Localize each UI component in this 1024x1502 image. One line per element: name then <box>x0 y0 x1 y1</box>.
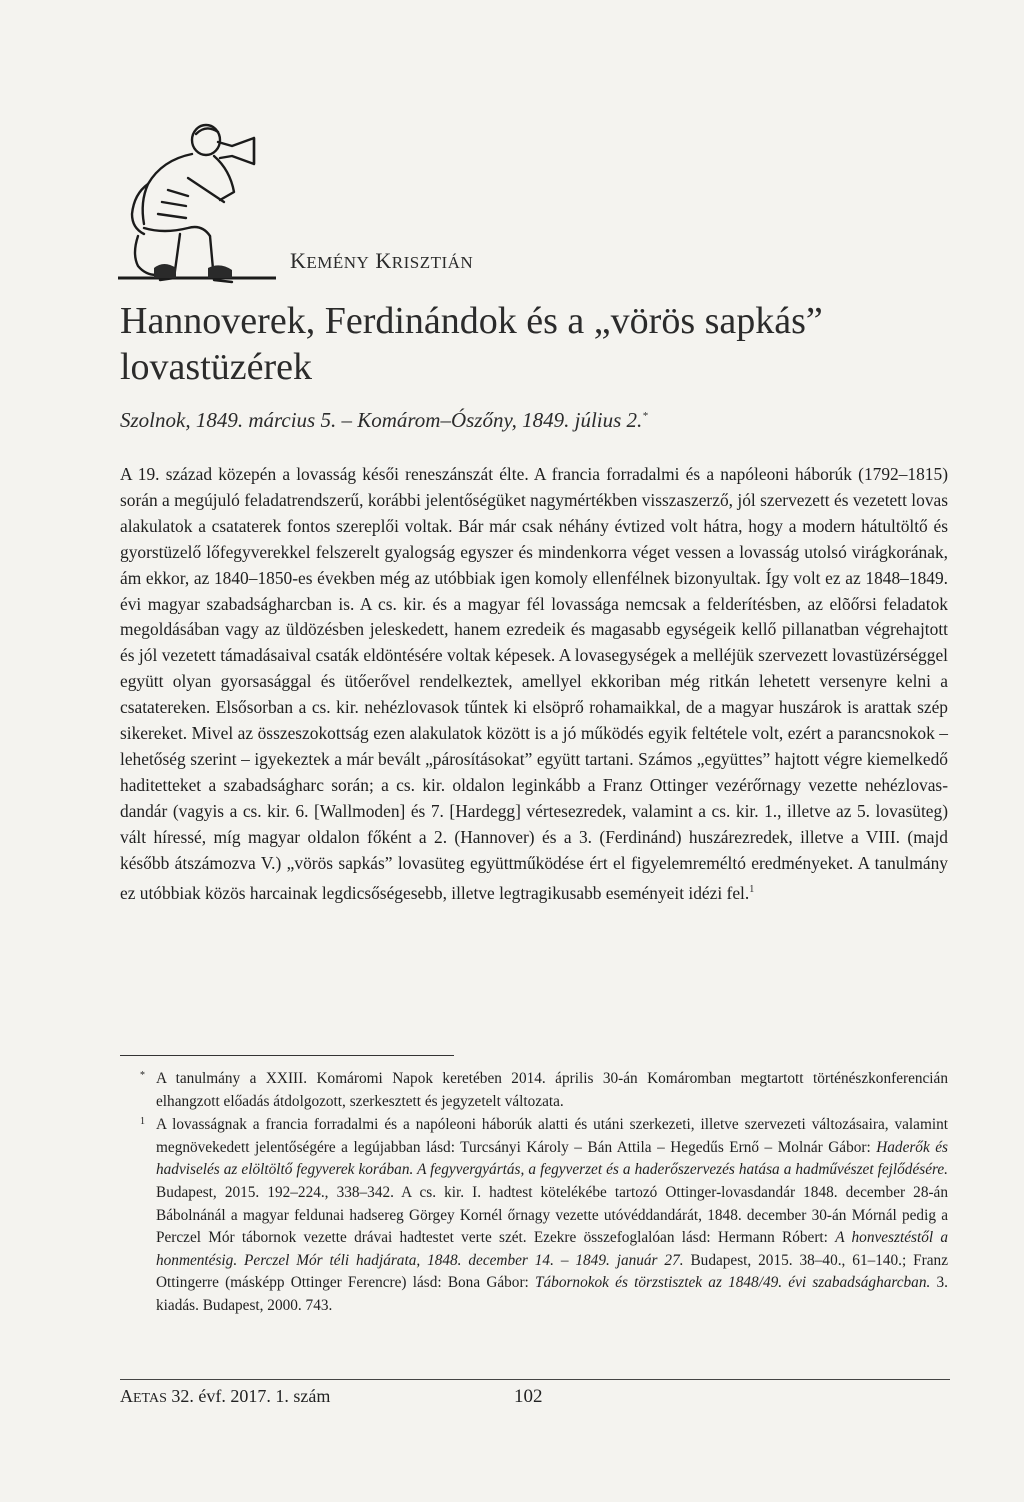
footnote-text: Budapest, 2015. 38–40., 61–140.; Franz Ottingerre (másképp Ottinger Ferencre) lásd: Bona Gábor: <box>156 1251 948 1292</box>
subtitle-text: Szolnok, 1849. március 5. – Komárom–Ószőny, 1849. július 2. <box>120 408 643 432</box>
article-subtitle <box>120 408 648 433</box>
author-first-initial: K <box>290 248 307 273</box>
page-number: 102 <box>514 1386 543 1407</box>
footnote-text: 3. kiadás. Budapest, 2000. 743. <box>156 1274 948 1314</box>
footnote-1 <box>120 1114 948 1317</box>
footnote-mark: 1 <box>140 1116 145 1128</box>
article-body <box>120 462 948 906</box>
author-last-rest: RISZTIÁN <box>391 253 474 272</box>
body-paragraph: A 19. század közepén a lovasság késői reneszánszát élte. A francia forradalmi és a napóleoni háborúk (1792–1815) során a megújuló feladatrendszerű, korábbi jelentőségüket nagymértékben visszaszerző, jól szervezett és vezetett lovas alakulatok a csataterek fontos szereplői voltak. Bár már csak néhány évtized volt hátra, hogy a modern hátultöltő és gyorstüzelő lőfegyverekkel felszerelt gyalogság egyszer és mindenkorra véget vessen a lovasság utolsó virágkorának, ám ekkor, az 1840–1850-es években még az utóbbiak igen komoly ellenfélnek bizonyultak. Így volt ez az 1848–1849. évi magyar szabadságharcban is. A cs. kir. és a magyar fél lovassága nemcsak a felderítésben, az elõőrsi feladatok megoldásában vagy az üldözésben jeleskedett, hanem ezredeik és magasabb egységeik kellő pillanatban végrehajtott és jól vezetett támadásaival csaták eldöntésére voltak képesek. A lovasegységek a melléjük szervezett lovastüzérséggel együtt olyan gyorsasággal és ütőerővel rendelkeztek, amellyel ekkoriban még ritkán lehetett versenyre kelni a csatatereken. Elsősorban a cs. kir. nehézlovasok tűntek ki elsöprő rohamaikkal, de a magyar huszárok is arattak szép sikereket. Mivel az összeszokottság ezen alakulatok között is a jó működés egyik feltétele volt, ezért a parancsnokok – lehetőség szerint – igyekeztek a már bevált „párosításokat” együtt tartani. Számos „együttes” hajtott végre kiemelkedő haditetteket a szabadságharc során; a cs. kir. oldalon leginkább a Franz Ottinger vezérőrnagy vezette nehézlovas-dandár (vagyis a cs. kir. 6. [Wallmoden] és 7. [Hardegg] vértesezredek, valamint a cs. kir. 1., illetve az 5. lovasüteg) vált híressé, míg magyar oldalon főként a 2. (Hannover) és a 3. (Ferdinánd) huszárezredek, illetve a VIII. (majd később átszámozva V.) „vörös sapkás” lovasüteg együttműködése ért el figyelemreméltó eredményeket. A tanulmány ez utóbbiak közös harcainak legdicsőségesebb, illetve legtragikusabb eseményeit idézi fel. <box>120 464 948 903</box>
article-title: Hannoverek, Ferdinándok és a „vörös sapkás” lovastüzérek <box>120 300 823 388</box>
footnote-italic-title: A honvesztéstől a honmentésig. Perczel Mór téli hadjárata, 1848. december 14. – 1849. január 27. <box>156 1229 949 1269</box>
footnote-star <box>120 1068 948 1113</box>
author-last-initial: K <box>375 248 392 273</box>
footnote-mark: * <box>140 1070 145 1081</box>
footnote-text: A tanulmány a XXIII. Komáromi Napok keretében 2014. április 30-án Komáromban megtartott történészkonferencián elhangzott előadás átdolgozott, szerkesztett és jegyzetelt változata. <box>156 1070 948 1110</box>
footnote-italic-title: Haderők és hadviselés az elöltöltő fegyverek korában. A fegyvergyártás, a fegyverzet és a haderőszervezés hatása a hadművészet fejlődésére. <box>156 1138 948 1179</box>
journal-initial: A <box>120 1386 133 1406</box>
footnote-separator <box>120 1055 454 1056</box>
footer-rule <box>120 1379 950 1380</box>
footnote-text: A lovasságnak a francia forradalmi és a napóleoni háborúk alatti és utáni szerkezeti, illetve szervezeti változásaira, valamint megnövekedett jelentőségére a legújabban lásd: Turcsányi Károly – Bán Attila – Hegedűs Ernő – Molnár Gábor: <box>156 1116 948 1156</box>
journal-issue: 32. évf. 2017. 1. szám <box>166 1386 331 1406</box>
footnote-text: Budapest, 2015. 192–224., 338–342. A cs. kir. I. hadtest kötelékébe tartozó Ottinger-lovasdandár 1848. december 28-án Bábolnánál a magyar feldunai hadsereg Görgey Kornél őrnagy vezette utóvéddandárát, 1848. december 30-án Mórnál pedig a Perczel Mór tábornok vezette drávai hadtestet verte szét. Ezekre összefoglalóan lásd: Hermann Róbert: <box>156 1183 948 1247</box>
author-name <box>290 248 473 274</box>
footnote-italic-title: Tábornokok és törzstisztek az 1848/49. évi szabadságharcban. <box>535 1274 931 1292</box>
body-footnote-mark[interactable]: 1 <box>749 883 755 895</box>
bugler-figure-logo <box>118 118 276 288</box>
journal-footer <box>120 1386 330 1407</box>
author-first-rest: EMÉNY <box>306 253 370 272</box>
journal-name-rest: ETAS <box>133 1391 167 1406</box>
footnotes <box>120 1068 948 1319</box>
subtitle-footnote-mark[interactable]: * <box>642 410 648 422</box>
